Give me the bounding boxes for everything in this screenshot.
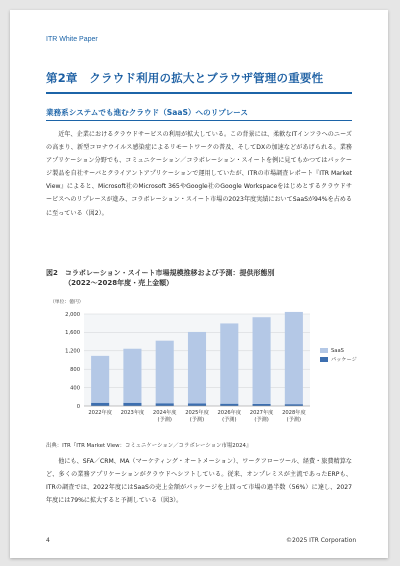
x-tick-label: (予測) [254, 417, 269, 423]
figure-title [46, 268, 274, 288]
x-tick-label: (予測) [222, 417, 237, 423]
bar-package [156, 403, 174, 406]
x-tick-label: 2024年度 [152, 410, 177, 416]
bar-saas [220, 323, 238, 403]
chart-unit-label: （単位：億円） [50, 300, 84, 305]
bar-package [253, 404, 271, 406]
paragraph-2-text: 他にも、SFA／CRM、MA（マーケティング・オートメーション）、ワークフローツール、経費・旅費精算など、多くの業務アプリケーションがクラウドへシフトしている。従来、オンプレミスが主流であったERPも、ITRの調査では、2022年度にはSaaSの売上金額がパッケージを上回って市場の過半数（56%）に達し、2027年度には79%に拡大すると予測している（図3）。 [46, 458, 352, 505]
x-tick-label: (予測) [286, 417, 302, 423]
legend-label: パッケージ [331, 357, 357, 363]
y-tick-label: 400 [70, 385, 80, 392]
body-paragraph-1 [46, 128, 352, 220]
y-tick-label: 0 [76, 403, 80, 410]
figure-title-line-2: （2022～2028年度・売上金額） [64, 279, 174, 287]
chapter-divider [46, 92, 352, 94]
section-divider [46, 120, 352, 121]
bar-saas [91, 356, 109, 403]
x-tick-label: 2028年度 [282, 410, 306, 416]
x-tick-label: (予測) [157, 417, 172, 423]
bar-package [91, 403, 109, 406]
y-tick-label: 800 [70, 367, 80, 373]
chapter-title: 第2章 クラウド利用の拡大とブラウザ管理の重要性 [46, 71, 324, 85]
x-tick-label: (予測) [189, 417, 205, 423]
bar-package [123, 403, 141, 406]
stacked-bar-chart [44, 304, 364, 436]
page-number: 4 [46, 537, 50, 544]
bar-package [188, 403, 206, 406]
section-title: 業務系システムでも進むクラウド（SaaS）へのリプレース [46, 108, 248, 117]
legend-swatch [320, 348, 328, 353]
x-tick-label: 2027年度 [249, 410, 274, 416]
page [10, 10, 388, 558]
x-tick-label: 2023年度 [120, 410, 145, 416]
x-tick-label: 2026年度 [217, 410, 242, 416]
y-tick-label: 2,000 [65, 311, 80, 318]
bar-saas [123, 349, 141, 403]
figure-caption: 出典：ITR『ITR Market View：コミュニケーション／コラボレーション市場2024』 [46, 443, 252, 449]
bar-saas [188, 332, 206, 404]
legend-label: SaaS [331, 348, 344, 354]
bar-saas [156, 341, 174, 404]
body-paragraph-2 [46, 455, 352, 507]
header-brand: ITR White Paper [46, 36, 98, 43]
x-tick-label: 2025年度 [185, 410, 209, 416]
bar-saas [285, 312, 303, 404]
y-tick-label: 1,200 [65, 348, 80, 355]
y-tick-label: 1,600 [65, 330, 80, 337]
paragraph-1-text: 近年、企業におけるクラウドサービスの利用が拡大している。この背景には、柔軟なITインフラへのニーズの高まり、新型コロナウイルス感染症によるリモートワークの普及、そしてDXの加速などがあげられる。業務アプリケーション分野でも、コミュニケーション／コラボレーション・スイートを例に見てもかつてはパッケージ製品を自社サーバとクライアントアプリケーションで運用していたが、ITRの市場調査レポート『ITR Market View』によると、Microsoft社のMicrosoft 365やGoogle社のGoogle Workspaceをはじめとするクラウドサービスへのリプレースが進み、コラボレーション・スイート市場の2023年度実績においてSaaSが94%を占めるに至っている（図2）。 [46, 131, 352, 217]
copyright: ©2025 ITR Corporation [286, 537, 357, 544]
figure-title-line-1: 図2 コラボレーション・スイート市場規模推移および予測：提供形態別 [46, 269, 275, 277]
bar-saas [253, 317, 271, 404]
legend-swatch [320, 357, 328, 362]
x-tick-label: 2022年度 [88, 410, 112, 416]
bar-package [220, 404, 238, 406]
